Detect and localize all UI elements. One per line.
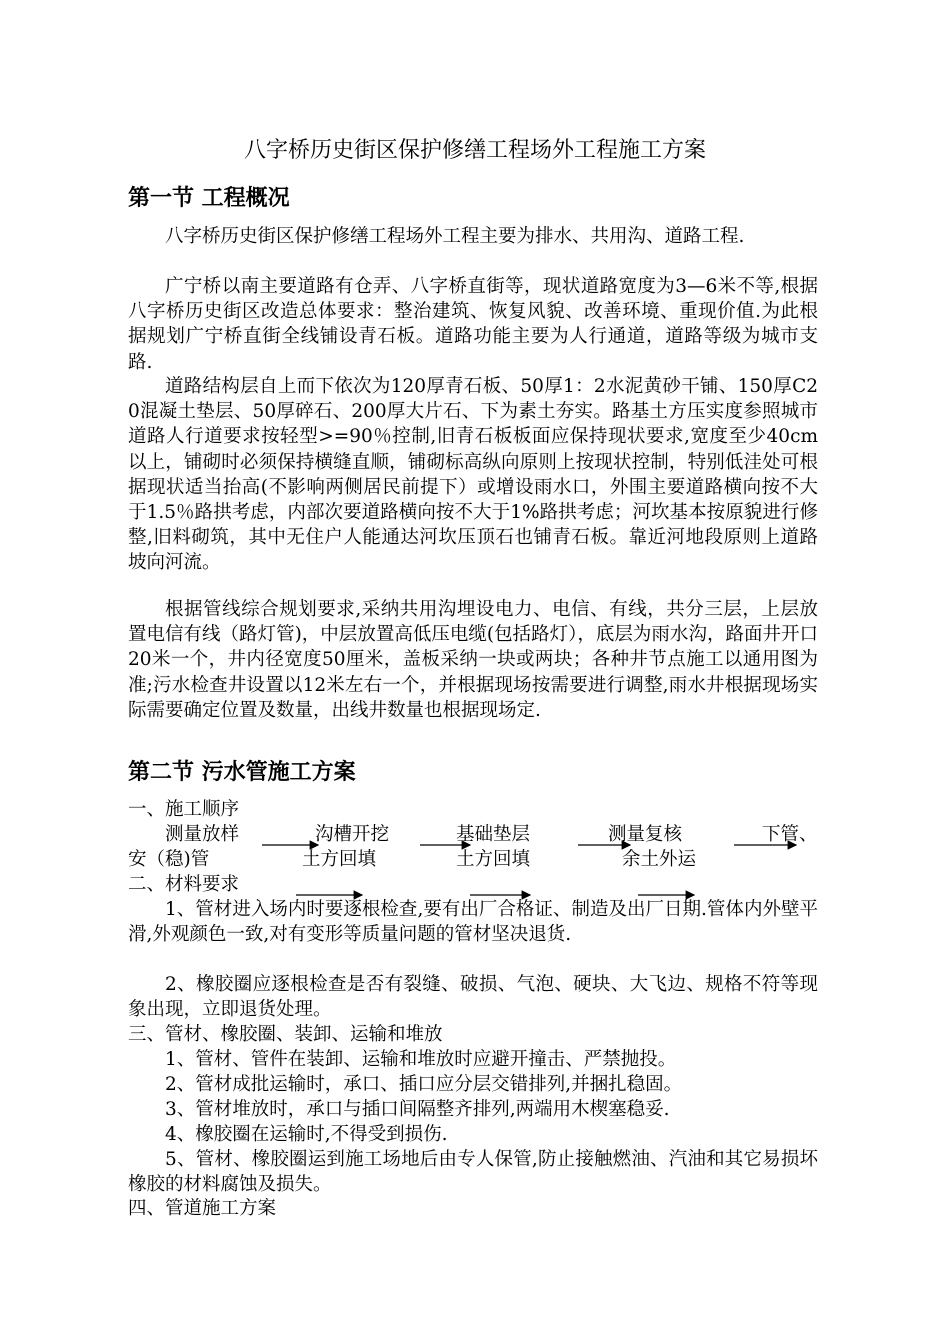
paragraph: 2、橡胶圈应逐根检查是否有裂缝、破损、气泡、硬块、大飞边、规格不符等现象出现，立即退货处理。	[128, 974, 818, 1021]
flow-step: 安（稳)管	[128, 849, 210, 870]
list-item: 2、管材成批运输时，承口、插口应分层交错排列,并捆扎稳固。	[165, 1074, 683, 1095]
list-item: 4、橡胶圈在运输时,不得受到损伤.	[165, 1124, 448, 1145]
paragraph: 根据管线综合规划要求,采纳共用沟埋设电力、电信、有线，共分三层，上层放置电信有线（路灯管)，中层放置高低压电缆(包括路灯），底层为雨水沟，路面井开口20米一个，井内径宽度50厘米，盖板采纳一块或两块；各种井节点施工以通用图为准;污水检查井设置以12米左右一个，并根据现场按需要进行调整,雨水井根据现场实际需要确定位置及数量，出线井数量也根据现场定.	[128, 599, 818, 721]
section-1-heading: 第一节 工程概况	[128, 186, 290, 211]
subheading-handling: 三、管材、橡胶圈、装卸、运输和堆放	[128, 1024, 443, 1045]
paragraph: 5、管材、橡胶圈运到施工场地后由专人保管,防止接触燃油、汽油和其它易损坏橡胶的材料腐蚀及损失。	[128, 1149, 818, 1196]
list-item: 1、管材、管件在装卸、运输和堆放时应避开撞击、严禁抛投。	[165, 1049, 677, 1070]
flow-step: 土方回填	[456, 849, 531, 870]
list-item: 3、管材堆放时，承口与插口间隔整齐排列,两端用木楔塞稳妥.	[165, 1099, 670, 1120]
flow-step: 测量放样	[165, 824, 240, 845]
section-2-heading: 第二节 污水管施工方案	[128, 760, 356, 785]
subheading-sequence: 一、施工顺序	[128, 799, 240, 820]
paragraph: 广宁桥以南主要道路有仓弄、八字桥直街等，现状道路宽度为3—6米不等,根据八字桥历史街区改造总体要求：整治建筑、恢复风貌、改善环境、重现价值.为此根据规划广宁桥直街全线铺设青石板。道路功能主要为人行通道，道路等级为城市支路.	[128, 276, 818, 373]
paragraph: 道路结构层自上而下依次为120厚青石板、50厚1：2水泥黄砂干铺、150厚C20混凝土垫层、50厚碎石、200厚大片石、下为素土夯实。路基土方压实度参照城市道路人行道要求按轻型>=90％控制,旧青石板板面应保持现状要求,宽度至少40cm以上，铺砌时必须保持横缝直顺，铺砌标高纵向原则上按现状控制，特别低洼处可根据现状适当抬高(不影响两侧居民前提下）或增设雨水口，外围主要道路横向按不大于1.5％路拱考虑，内部次要道路横向按不大于1%路拱考虑；河坎基本按原貌进行修整,旧料砌筑，其中无住户人能通达河坎压顶石也铺青石板。靠近河地段原则上道路坡向河流。	[128, 376, 818, 574]
subheading-pipeline: 四、管道施工方案	[128, 1198, 277, 1219]
subheading-materials: 二、材料要求	[128, 874, 240, 895]
flow-step: 测量复核	[608, 824, 683, 845]
flow-step: 土方回填	[302, 849, 377, 870]
flow-step: 下管、	[762, 824, 818, 845]
flow-step: 基础垫层	[456, 824, 531, 845]
flow-step: 余土外运	[622, 849, 697, 870]
paragraph: 1、管材进入场内时要逐根检查,要有出厂合格证、制造及出厂日期.管体内外壁平滑,外观颜色一致,对有变形等质量问题的管材坚决退货.	[128, 899, 818, 946]
paragraph: 八字桥历史街区保护修缮工程场外工程主要为排水、共用沟、道路工程.	[165, 226, 745, 247]
flow-step: 沟槽开挖	[315, 824, 390, 845]
document-title: 八字桥历史街区保护修缮工程场外工程施工方案	[243, 138, 706, 163]
